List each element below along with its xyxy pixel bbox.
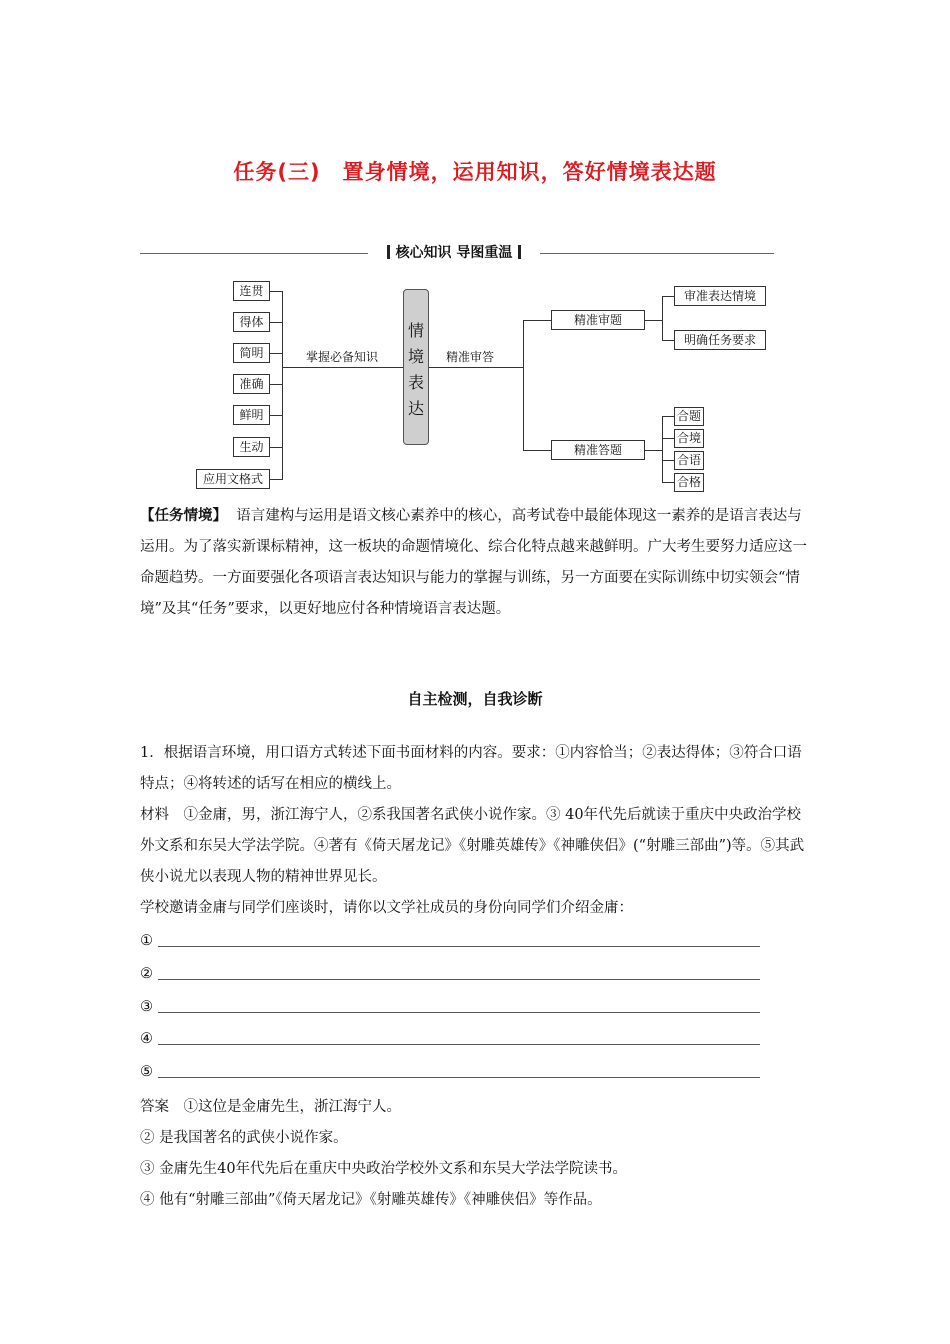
connector <box>662 296 663 341</box>
left-item-box: 简明 <box>233 343 270 363</box>
question-material: 材料 ①金庸，男，浙江海宁人，②系我国著名武侠小说作家。③ 40年代先后就读于重庆中央政治学校外文系和东吴大学法学院。④著有《倚天屠龙记》《射雕英雄传》《神雕侠侣》(“射雕三部曲”)等。⑤其武侠小说尤以表现人物的精神世界见长。 <box>140 807 805 885</box>
connector <box>523 320 551 321</box>
connector <box>645 320 662 321</box>
connector <box>270 291 282 292</box>
right-top-box: 审准表达情境 <box>674 286 766 306</box>
left-item-box: 应用文格式 <box>196 469 270 489</box>
connector <box>270 447 282 448</box>
right-bottom-box: 合格 <box>674 473 704 492</box>
question-stem: 1．根据语言环境，用口语方式转述下面书面材料的内容。要求：①内容恰当；②表达得体；③符合口语特点；④将转述的话写在相应的横线上。 <box>140 745 802 792</box>
answer-line: ④ 他有“射雕三部曲”《倚天屠龙记》《射雕英雄传》《神雕侠侣》等作品。 <box>140 1192 602 1208</box>
connector <box>270 353 282 354</box>
connector <box>270 415 282 416</box>
connector <box>429 367 523 368</box>
mid-node-top: 精准审题 <box>551 310 645 330</box>
connector <box>523 320 524 450</box>
left-item-box: 鲜明 <box>233 405 270 425</box>
connector <box>662 460 674 461</box>
connector <box>662 438 674 439</box>
section-banner: 核心知识 导图重温 <box>368 242 540 264</box>
left-item-box: 生动 <box>233 437 270 457</box>
task-text: 语言建构与运用是语文核心素养中的核心，高考试卷中最能体现这一素养的是语言表达与运用。为了落实新课标精神，这一板块的命题情境化、综合化特点越来越鲜明。广大考生要努力适应这一命题趋势。一方面要强化各项语言表达知识与能力的掌握与训练，另一方面要在实际训练中切实领会“情境”及其“任务”要求，以更好地应付各种情境语言表达题。 <box>140 508 807 617</box>
connector <box>645 450 662 451</box>
answer-blank[interactable]: ④ <box>140 1031 153 1047</box>
connector <box>523 450 551 451</box>
edge-label-left: 掌握必备知识 <box>306 350 379 364</box>
connector <box>662 482 674 483</box>
answer-line: ③ 金庸先生40年代先后在重庆中央政治学校外文系和东吴大学法学院读书。 <box>140 1161 628 1177</box>
answer-blank[interactable]: ⑤ <box>140 1064 153 1080</box>
left-item-box: 准确 <box>233 374 270 394</box>
connector <box>662 416 663 482</box>
page-title: 任务(三) 置身情境，运用知识，答好情境表达题 <box>233 160 717 184</box>
edge-label-right: 精准审答 <box>446 350 495 364</box>
center-node: 情 境 表 达 <box>403 289 429 445</box>
connector <box>662 340 674 341</box>
left-item-box: 连贯 <box>233 281 270 301</box>
connector <box>662 416 674 417</box>
connector <box>282 291 283 480</box>
task-label: 【任务情境】 <box>140 507 227 524</box>
answer-blank[interactable]: ① <box>140 933 153 949</box>
connector <box>270 479 282 480</box>
answer-blank[interactable]: ③ <box>140 999 153 1015</box>
right-top-box: 明确任务要求 <box>674 330 766 350</box>
banner-rule-left <box>140 253 368 254</box>
right-bottom-box: 合境 <box>674 429 704 448</box>
connector <box>270 322 282 323</box>
connector <box>662 296 674 297</box>
connector <box>282 367 403 368</box>
answer-line: ② 是我国著名的武侠小说作家。 <box>140 1130 348 1146</box>
banner-rule-right <box>540 253 774 254</box>
right-bottom-box: 合语 <box>674 451 704 470</box>
connector <box>270 384 282 385</box>
section-title: 自主检测，自我诊断 <box>407 690 543 708</box>
left-item-box: 得体 <box>233 312 270 332</box>
answer-line: 答案 ①这位是金庸先生，浙江海宁人。 <box>140 1099 401 1115</box>
mid-node-bottom: 精准答题 <box>551 440 645 460</box>
answer-blank[interactable]: ② <box>140 966 153 982</box>
question-prompt: 学校邀请金庸与同学们座谈时，请你以文学社成员的身份向同学们介绍金庸： <box>140 900 633 916</box>
right-bottom-box: 合题 <box>674 407 704 426</box>
task-context <box>140 500 812 625</box>
